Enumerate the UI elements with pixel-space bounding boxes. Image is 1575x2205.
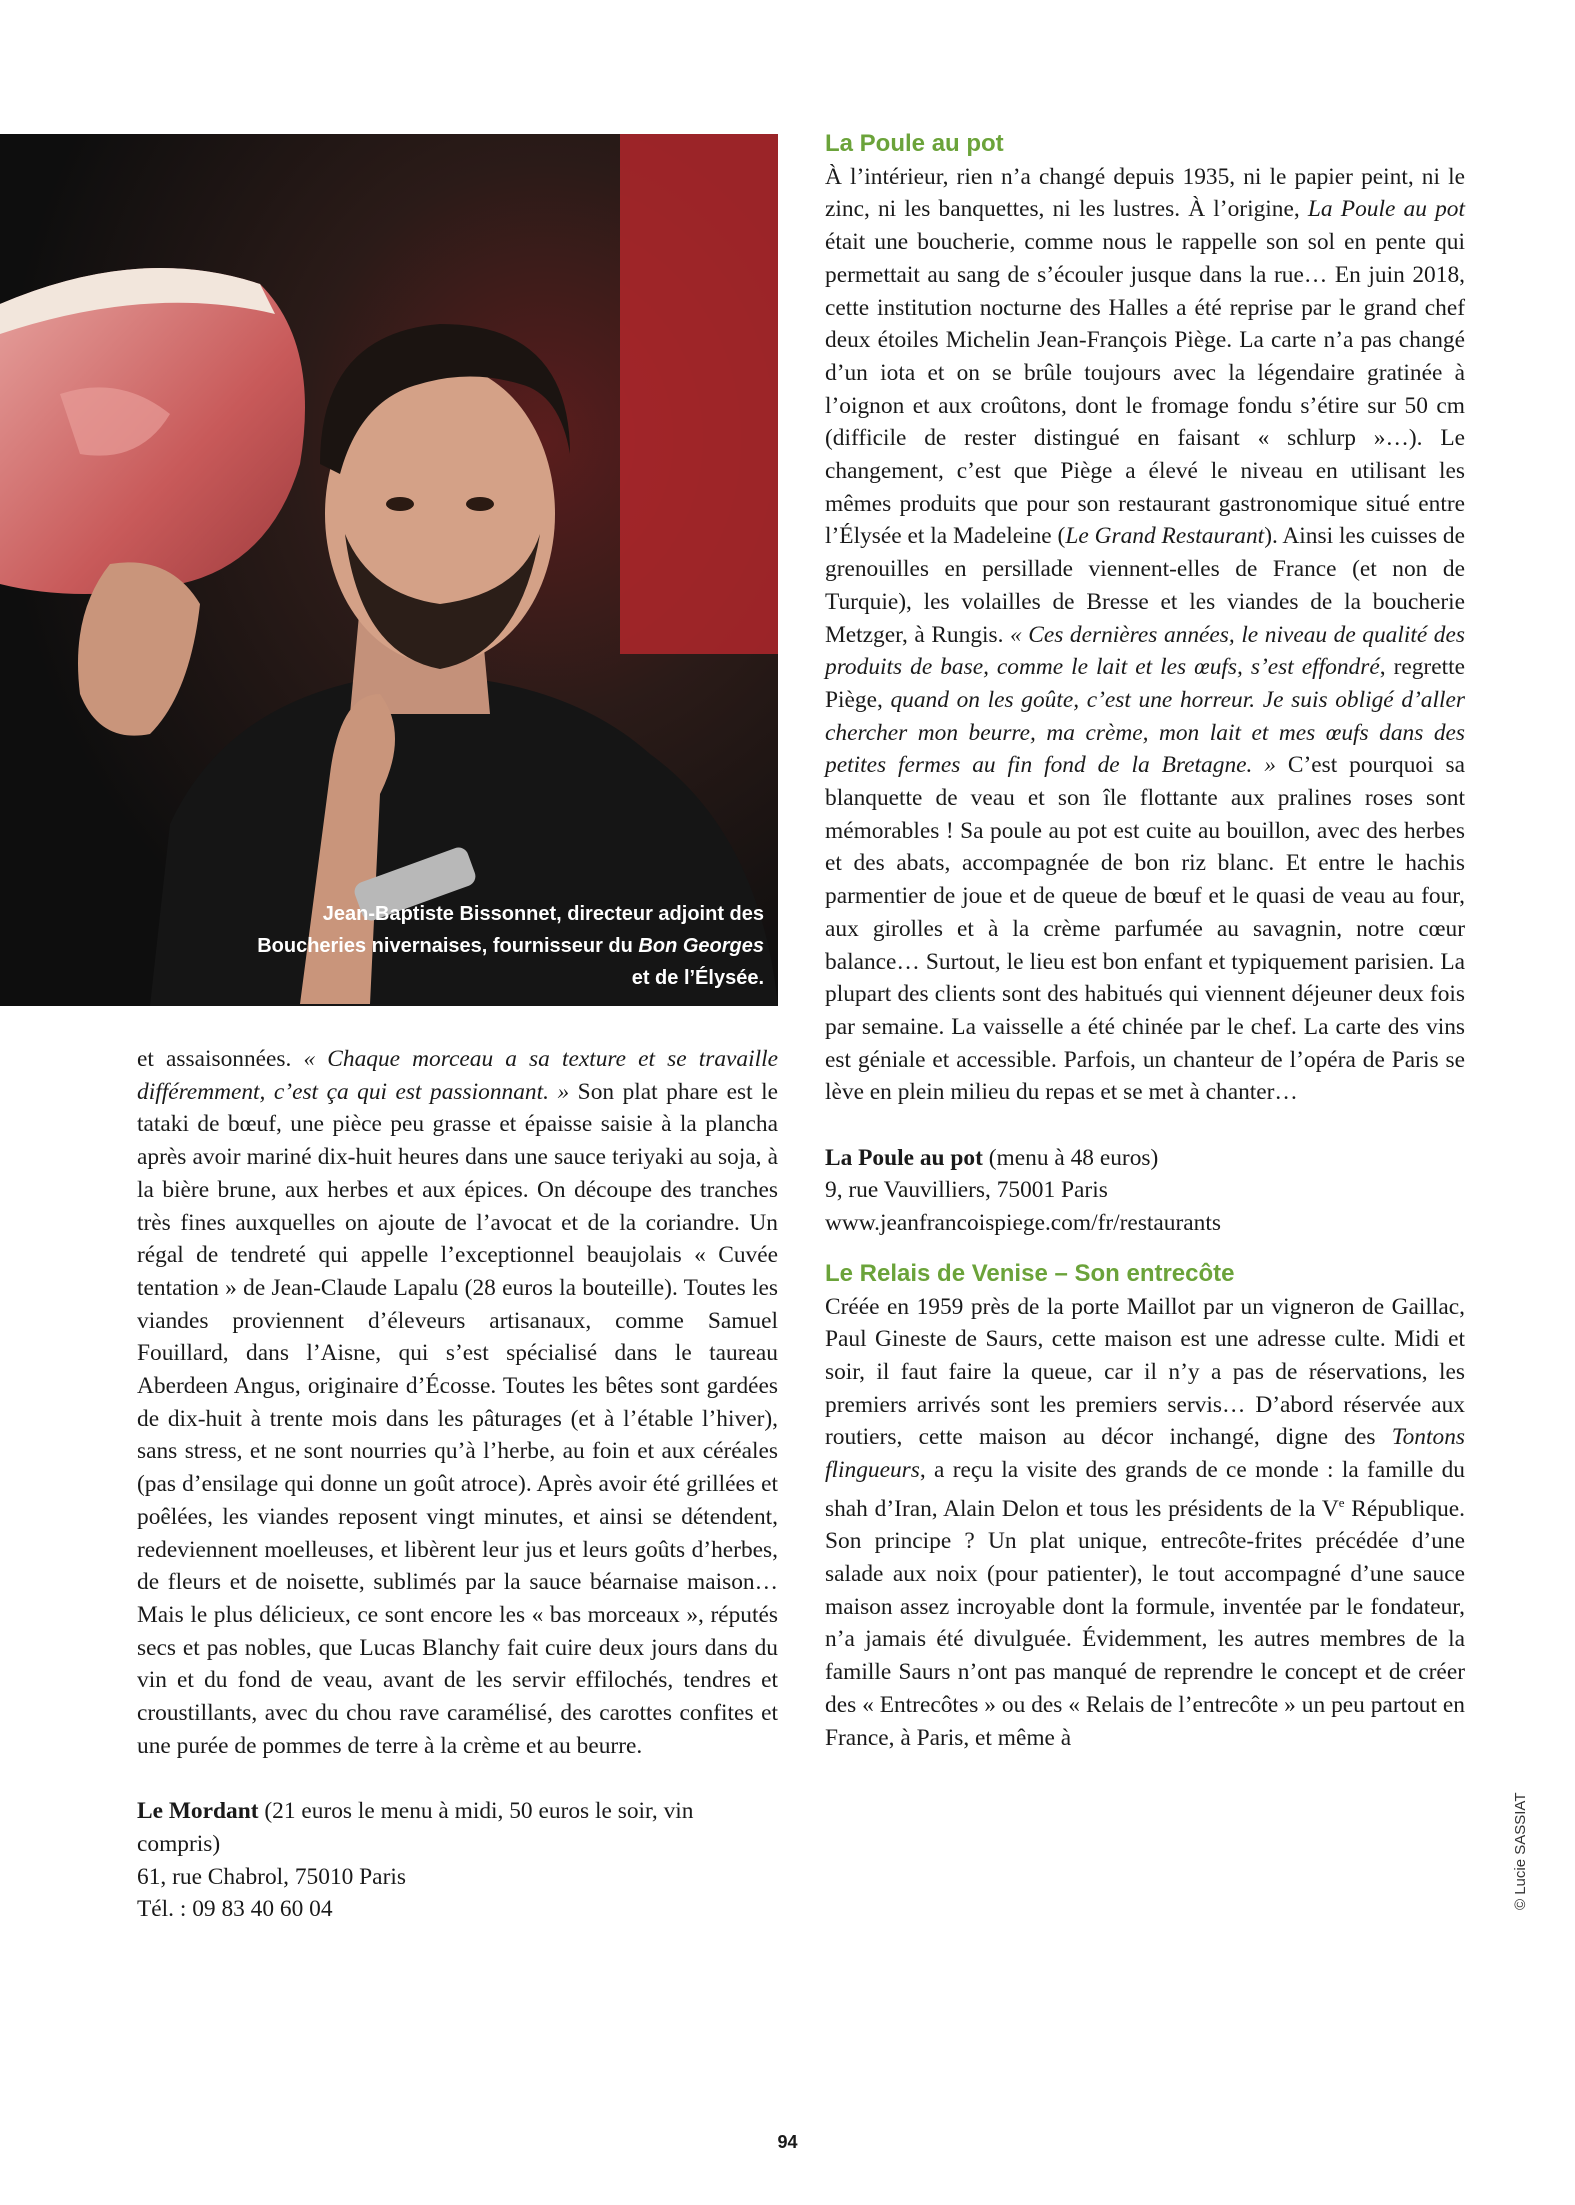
restaurant-phone: Tél. : 09 83 40 60 04 <box>137 1896 333 1923</box>
italic-run: « Ces dernières années, le niveau de qualité des produits de base, comme le lait et les œufs, s’est effondré <box>825 621 1465 681</box>
restaurant-name: Le Mordant <box>137 1798 259 1825</box>
text-run: , regrette Piège, <box>825 654 1465 713</box>
text-run: C’est pourquoi sa blanquette de veau et son île flottante aux pralines roses sont mémorables ! Sa poule au pot est cuite au bouillon, avec des herbes et des abats, accompagnée de bon riz blanc. Et entre le hachis parmentier de joue et de queue de bœuf et le quasi de veau au four, aux girolles et à la crème parfumée au savagnin, notre cœur balance… Surtout, le lieu est bon enfant et typiquement parisien. La plupart des clients sont des habitués qui viennent déjeuner deux fois par semaine. La vaisselle a été chinée par le chef. La carte des vins est géniale et accessible. Parfois, un chanteur de l’opéra de Paris se lève en plein milieu du repas et se met à chanter… <box>825 752 1465 1106</box>
restaurant-address: 61, rue Chabrol, 75010 Paris <box>137 1863 406 1890</box>
right-column <box>825 128 1465 1754</box>
caption-italic: Bon Georges <box>638 935 764 957</box>
body-paragraph <box>825 161 1465 1109</box>
italic-run: Tontons flingueurs <box>825 1424 1465 1484</box>
photo-credit: © Lucie SASSIAT <box>1512 1792 1529 1910</box>
text-run: et assaisonnées. <box>137 1046 304 1072</box>
text-run: était une boucherie, comme nous le rappelle son sol en pente qui permettait au sang de s’écouler jusque dans la rue… En juin 2018, cette institution nocturne des Halles a été reprise par le grand chef deux étoiles Michelin Jean-François Piège. La carte n’a pas changé d’un iota et on se brûle toujours avec la légendaire gratinée à l’oignon et aux croûtons, dont le fromage fondu s’étire sur 50 cm (difficile de rester distingué en faisant « schlurp »…). Le changement, c’est que Piège a élevé le niveau en utilisant les mêmes produits que pour son restaurant gastronomique situé entre l’Élysée et la Madeleine ( <box>825 229 1465 550</box>
photo-caption <box>164 898 764 994</box>
caption-line: Jean-Baptiste Bissonnet, directeur adjoint des <box>322 903 764 925</box>
left-column <box>137 1043 778 1926</box>
section-heading: La Poule au pot <box>825 130 1004 157</box>
italic-quote: « Chaque morceau a sa texture et se travaille différemment, c’est ça qui est passionnant. » <box>137 1046 778 1105</box>
caption-text: Boucheries nivernaises, fournisseur du <box>257 935 639 957</box>
info-text: (21 euros le menu à midi, 50 euros le soir, vin compris) <box>137 1798 694 1857</box>
text-run: Son plat phare est le tataki de bœuf, une pièce peu grasse et épaisse saisie à la plancha après avoir mariné dix-huit heures dans une sauce teriyaki au soja, à la bière brune, aux herbes et aux épices. On découpe des tranches très fines auxquelles on ajoute de l’avocat et de la coriandre. Un régal de tendreté qui appelle l’exceptionnel beaujolais « Cuvée tentation » de Jean-Claude Lapalu (28 euros la bouteille). Toutes les viandes proviennent d’éleveurs artisanaux, comme Samuel Fouillard, dans l’Aisne, qui s’est spécialisé dans le taureau Aberdeen Angus, originaire d’Écosse. Toutes les bêtes sont gardées de dix-huit à trente mois dans les pâturages (et à l’étable l’hiver), sans stress, et ne sont nourries qu’à l’herbe, au foin et aux céréales (pas d’ensilage qui donne un goût atroce). Après avoir été grillées et poêlées, les viandes reposent vingt minutes, et ainsi se détendent, redeviennent moelleuses, et libèrent leur jus et leurs goûts d’herbes, de fleurs et de noisette, sublimés par la sauce béarnaise maison… Mais le plus délicieux, ce sont encore les « bas morceaux », réputés secs et pas nobles, que Lucas Blanchy fait cuire deux jours dans du vin et du fond de veau, avant de les servir effilochés, tendres et croustillants, avec du chou rave caramélisé, des carottes confites et une purée de pommes de terre à la crème et au beurre. <box>137 1078 778 1759</box>
superscript: e <box>1338 1494 1345 1510</box>
text-run: À l’intérieur, rien n’a changé depuis 1935, ni le papier peint, ni le zinc, ni les banquettes, ni les lustres. À l’origine, <box>825 163 1465 223</box>
caption-line: et de l’Élysée. <box>631 967 764 989</box>
section-heading: Le Relais de Venise – Son entrecôte <box>825 1259 1235 1287</box>
caption-line <box>164 930 764 962</box>
text-run: Créée en 1959 près de la porte Maillot par un vigneron de Gaillac, Paul Gineste de Saurs, cette maison est une adresse culte. Midi et soir, il faut faire la queue, car il n’y a pas de réservations, les premiers arrivés sont les premiers servis… D’abord réservée aux routiers, cette maison au décor inchangé, digne des <box>825 1293 1465 1451</box>
info-text: (menu à 48 euros) <box>982 1144 1159 1171</box>
restaurant-address: 9, rue Vauvilliers, 75001 Paris <box>825 1177 1108 1204</box>
info-line <box>825 1142 1465 1175</box>
restaurant-info-la-poule-au-pot <box>825 1142 1465 1240</box>
text-run: République. Son principe ? Un plat unique, entrecôte-frites précédée d’une salade aux noix (pour patienter), le tout accompagné d’une sauce maison assez incroyable dont la formule, inventée par le fondateur, n’a jamais été divulguée. Évidemment, les autres membres de la famille Saurs n’ont pas manqué de reprendre le concept et de créer des « Entrecôtes » ou des « Relais de l’entrecôte » un peu partout en France, à Paris, et même à <box>825 1495 1465 1751</box>
page-number: 94 <box>777 2132 798 2152</box>
restaurant-url[interactable]: www.jeanfrancoispiege.com/fr/restaurants <box>825 1210 1221 1237</box>
info-line <box>137 1795 778 1860</box>
italic-run: Le Grand Restaurant <box>1065 523 1265 550</box>
text-run: ). Ainsi les cuisses de grenouilles en persillade viennent-elles de France (et non de Turquie), les volailles de Bresse et les viandes de la boucherie Metzger, à Rungis. <box>825 523 1465 648</box>
italic-run: La Poule au pot <box>1307 196 1465 223</box>
chef-photo <box>0 134 778 1006</box>
italic-run: quand on les goûte, c’est une horreur. Je suis obligé d’aller chercher mon beurre, ma crème, mon lait et mes œufs dans des petites fermes au fin fond de la Bretagne. » <box>825 686 1465 779</box>
restaurant-name: La Poule au pot <box>825 1144 983 1171</box>
body-paragraph <box>825 1291 1465 1755</box>
text-run: , a reçu la visite des grands de ce monde : la famille du shah d’Iran, Alain Delon et tous les présidents de la V <box>825 1457 1465 1522</box>
restaurant-info-le-mordant <box>137 1795 778 1926</box>
body-paragraph <box>137 1043 778 1762</box>
chef-illustration <box>0 134 778 1006</box>
